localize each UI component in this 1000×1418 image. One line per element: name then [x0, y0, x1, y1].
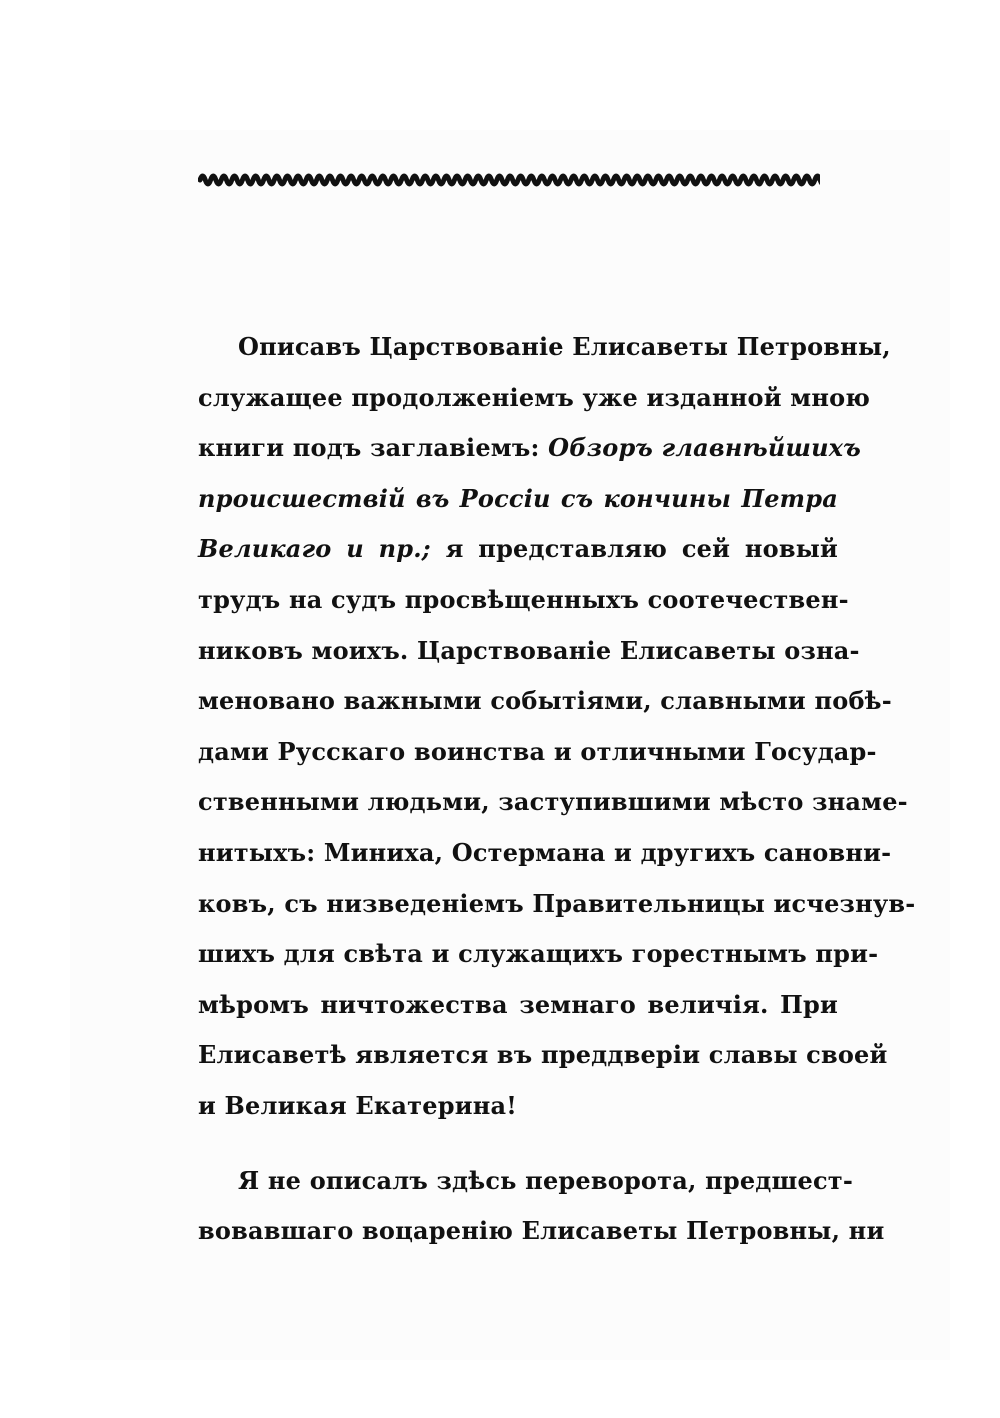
text-line: мѣромъ ничтожества земнаго величія. При — [198, 989, 838, 1019]
text-line: шихъ для свѣта и служащихъ горестнымъ при- — [198, 939, 879, 969]
text-line: Описавъ Царствованіе Елисаветы Петровны, — [238, 332, 891, 361]
text-line: трудъ на судъ просвѣщенныхъ соотечествен- — [198, 584, 849, 614]
text-line: дами Русскаго воинства и отличными Государ- — [198, 736, 877, 766]
body-text — [198, 322, 916, 1257]
text-line: вовавшаго воцаренію Елисаветы Петровны, ни — [198, 1216, 885, 1246]
text-line: Елисаветѣ является въ преддверіи славы своей — [198, 1040, 888, 1070]
wavy-ornament-divider — [198, 166, 820, 190]
paragraph-1 — [198, 322, 916, 1132]
italic-book-title: происшествій въ Россіи съ кончины Петра — [198, 483, 838, 513]
text-line: меновано важными событіями, славными побѣ- — [198, 686, 892, 716]
text-line: нитыхъ: Миниха, Остермана и другихъ сановни- — [198, 837, 892, 867]
italic-book-title: Великаго и пр.; — [198, 534, 431, 564]
text-line — [198, 423, 861, 474]
text-line: и Великая Екатерина! — [198, 1090, 517, 1120]
text-line: никовъ моихъ. Царствованіе Елисаветы озна- — [198, 635, 860, 665]
text-line: ственными людьми, заступившими мѣсто знаме- — [198, 787, 908, 817]
italic-book-title: Обзоръ главнѣйшихъ — [548, 433, 861, 463]
text-segment: я представляю сей новый — [430, 534, 838, 564]
text-line: Я не описалъ здѣсь переворота, предшест- — [238, 1165, 853, 1195]
text-line: ковъ, съ низведеніемъ Правительницы исчезнув- — [198, 888, 916, 918]
text-line: служащее продолженіемъ уже изданной мною — [198, 382, 871, 412]
paragraph-2 — [198, 1156, 885, 1257]
text-line — [198, 524, 838, 575]
text-segment: книги подъ заглавіемъ: — [198, 433, 549, 463]
